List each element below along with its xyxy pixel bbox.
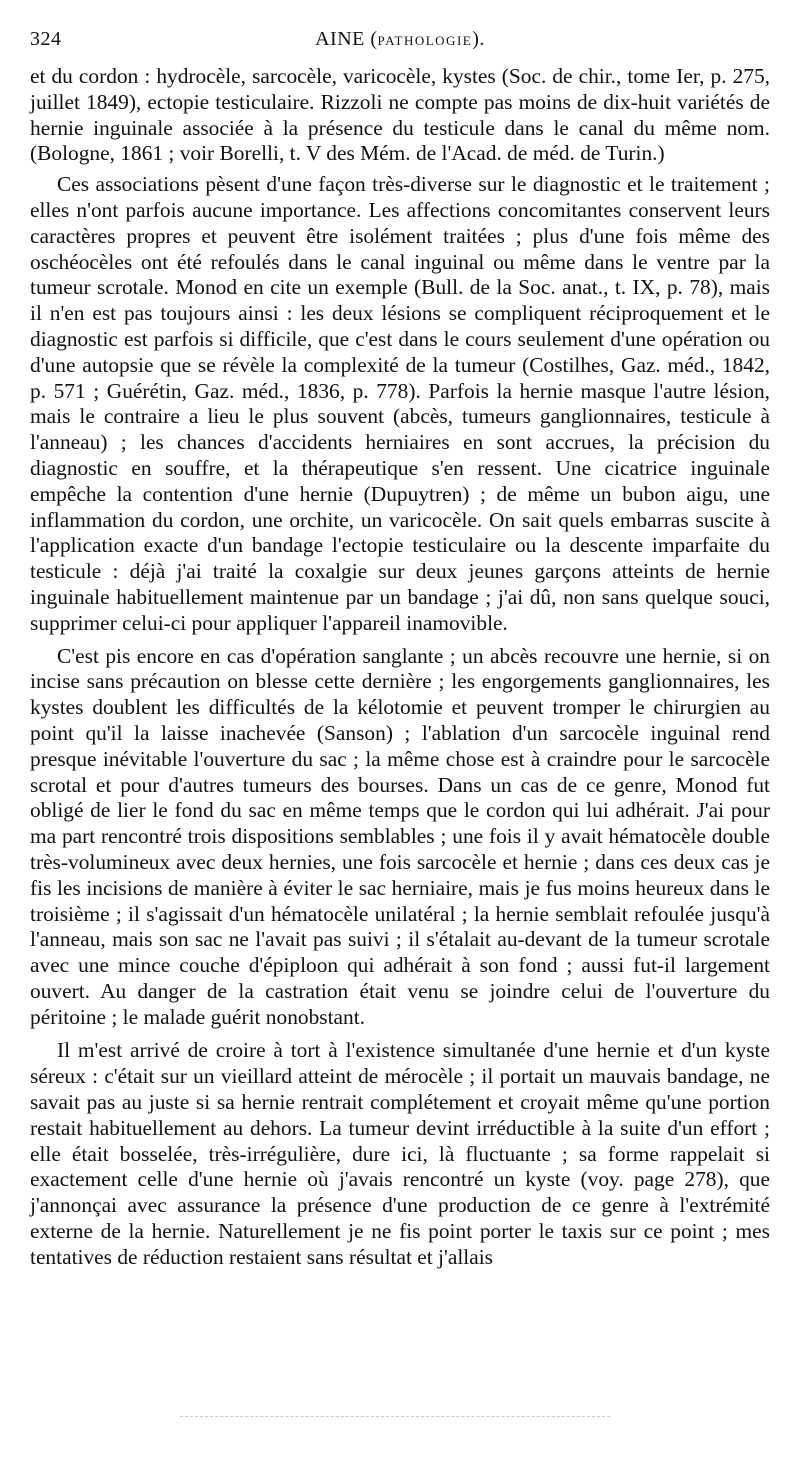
paragraph-kyste-sereux: Il m'est arrivé de croire à tort à l'existence simultanée d'une hernie et d'un kyste séreux : c'était sur un vieillard atteint de mérocèle ; il portait un mauvais bandage, ne savait pas au juste si sa hernie rentrait complétement et croyait même qu'une portion restait habituellement au dehors. La tumeur devint irréductible à la suite d'un effort ; elle était bosselée, très-irrégulière, dure ici, là fluctuante ; sa forme rappelait si exactement celle d'une hernie où j'avais rencontré un kyste (voy. page 278), que j'annonçai avec assurance la présence d'une production de ce genre à l'extrémité externe de la hernie. Naturellement je ne fis point porter le taxis sur ce point ; mes tentatives de réduction restaient sans résultat et j'allais [30, 1038, 770, 1269]
page-number: 324 [30, 28, 62, 50]
running-head [30, 28, 770, 51]
paragraph-continuation: et du cordon : hydrocèle, sarcocèle, varicocèle, kystes (Soc. de chir., tome Ier, p. 275, juillet 1849), ectopie testiculaire. Rizzoli ne compte pas moins de dix-huit variétés de hernie inguinale associée à la présence du testicule dans le canal du même nom. (Bologne, 1861 ; voir Borelli, t. V des Mém. de l'Acad. de méd. de Turin.) [30, 64, 770, 166]
paragraph-operation-sanglante: C'est pis encore en cas d'opération sanglante ; un abcès recouvre une hernie, si on incise sans précaution on blesse cette dernière ; les engorgements ganglionnaires, les kystes doublent les difficultés de la kélotomie et peuvent tromper le chirurgien au point qu'il la laisse inachevée (Sanson) ; l'ablation d'un sarcocèle inguinal rend presque inévitable l'ouverture du sac ; la même chose est à craindre pour le sarcocèle scrotal et pour d'autres tumeurs des bourses. Dans un cas de ce genre, Monod fut obligé de lier le fond du sac en même temps que le cordon qui lui adhérait. J'ai pour ma part rencontré trois dispositions semblables ; une fois il y avait hématocèle double très-volumineux avec deux hernies, une fois sarcocèle et hernie ; dans ces deux cas je fis les incisions de manière à éviter le sac herniaire, mais je fus moins heureux dans le troisième ; il s'agissait d'un hématocèle unilatéral ; la hernie semblait refoulée jusqu'à l'anneau, mais son sac ne l'avait pas suivi ; il s'étalait au-devant de la tumeur scrotale avec une mince couche d'épiploon qui adhérait à son fond ; aussi fut-il largement ouvert. Au danger de la castration était venu se joindre celui de l'ouverture du péritoine ; le malade guérit nonobstant. [30, 643, 770, 1029]
body-text [30, 64, 770, 1271]
running-head-subtitle: PATHOLOGIE [377, 33, 473, 48]
running-head-title: AINE ( [315, 28, 378, 50]
page-header [30, 28, 770, 56]
running-head-close: ). [472, 28, 485, 50]
footer-divider [180, 1416, 610, 1417]
paragraph-associations: Ces associations pèsent d'une façon très-diverse sur le diagnostic et le traitement ; elles n'ont parfois aucune importance. Les affections concomitantes conservent leurs caractères propres et peuvent être isolément traitées ; plus d'une fois même des oschéocèles ont été refoulés dans le canal inguinal ou même dans le ventre par la tumeur scrotale. Monod en cite un exemple (Bull. de la Soc. anat., t. IX, p. 78), mais il n'en est pas toujours ainsi : les deux lésions se compliquent réciproquement et le diagnostic est parfois si difficile, que c'est dans le cours seulement d'une opération ou d'une autopsie que se révèle la complexité de la tumeur (Costilhes, Gaz. méd., 1842, p. 571 ; Guérétin, Gaz. méd., 1836, p. 778). Parfois la hernie masque l'autre lésion, mais le contraire a lieu le plus souvent (abcès, tumeurs ganglionnaires, testicule à l'anneau) ; les chances d'accidents herniaires en sont accrues, la précision du diagnostic en souffre, et la thérapeutique s'en ressent. Une cicatrice inguinale empêche la contention d'une hernie (Dupuytren) ; de même un bubon aigu, une inflammation du cordon, une orchite, un varicocèle. On sait quels embarras suscite à l'application exacte d'un bandage l'ectopie testiculaire ou la descente imparfaite du testicule : déjà j'ai traité la coxalgie sur deux jeunes garçons atteints de hernie inguinale habituellement maintenue par un bandage ; j'ai dû, non sans quelque souci, supprimer celui-ci pour appliquer l'appareil inamovible. [30, 172, 770, 635]
